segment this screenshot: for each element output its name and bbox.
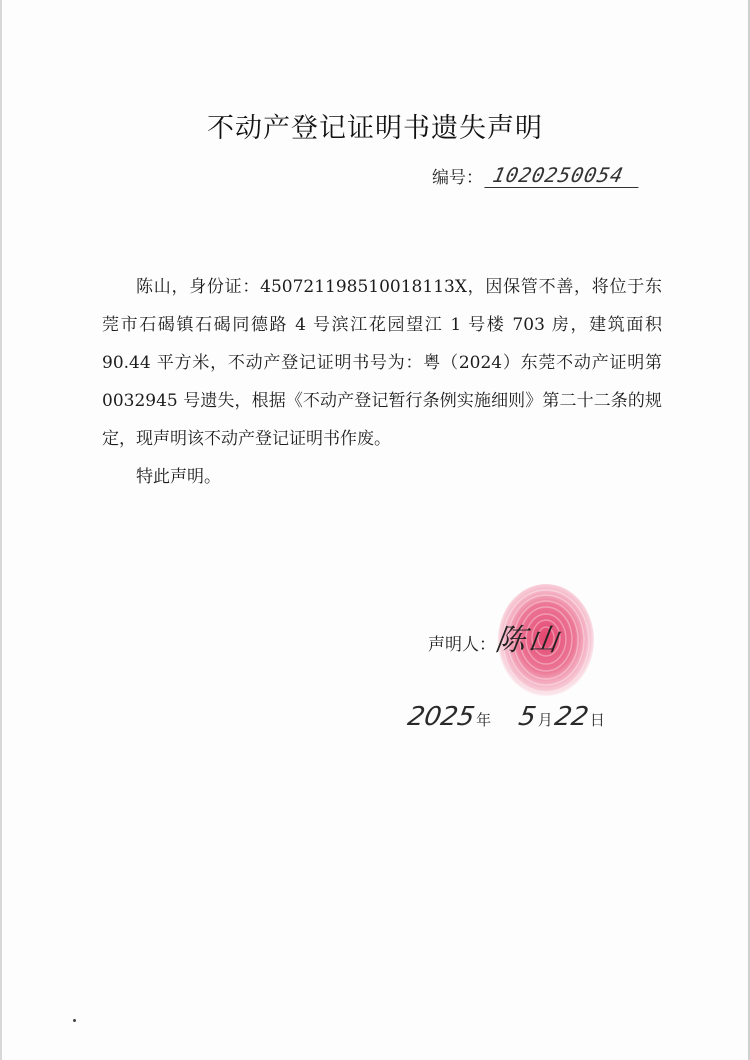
closing-statement: 特此声明。	[136, 467, 221, 487]
date-year: 2025	[405, 702, 477, 732]
handwritten-date	[405, 702, 607, 732]
serial-value-handwritten: 1020250054	[484, 163, 644, 188]
document-title: 不动产登记证明书遗失声明	[207, 113, 543, 144]
date-month: 5	[516, 702, 539, 732]
scan-speck	[73, 1019, 76, 1022]
date-year-unit: 年	[476, 711, 492, 729]
serial-label: 编号：	[432, 168, 483, 188]
handwritten-signature: 陈山	[493, 623, 564, 658]
scan-edge-left	[0, 0, 2, 1060]
date-day-unit: 日	[589, 711, 605, 729]
serial-number	[432, 163, 641, 188]
declaration-paragraph: 陈山，身份证：450721198510018113X，因保管不善，将位于东莞市石碣镇石碣同德路 4 号滨江花园望江 1 号楼 703 房，建筑面积 90.44 平方米，不动产登记证明书号为：粤（2024）东莞不动产证明第 0032945 号遗失，根据《不动产登记暂行条例实施细则》第二十二条的规定，现声明该不动产登记证明书作废。	[102, 277, 662, 449]
signer-label: 声明人：	[428, 635, 496, 655]
declaration-body	[102, 268, 662, 496]
date-day: 22	[552, 702, 591, 732]
date-month-unit: 月	[537, 711, 553, 729]
